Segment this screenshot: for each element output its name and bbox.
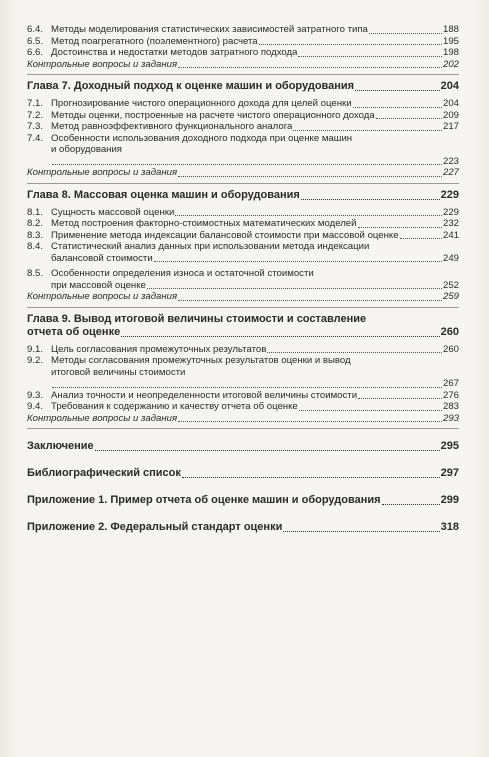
toc-entry-9-4	[27, 401, 459, 413]
divider	[27, 183, 459, 184]
chapter-title: Глава 7. Доходный подход к оценке машин и оборудования	[27, 80, 355, 92]
appendix-2-title: Приложение 2. Федеральный стандарт оценки	[27, 521, 283, 533]
leader-dots	[358, 397, 442, 399]
leader-dots	[178, 299, 442, 301]
entry-page: 293	[442, 412, 459, 424]
leader-dots	[147, 287, 442, 289]
toc-entry-7-4	[27, 133, 459, 145]
chapter-page: 260	[440, 325, 459, 338]
toc-entry-8-3	[27, 230, 459, 242]
conclusion-page: 295	[440, 440, 459, 452]
leader-dots	[178, 66, 442, 68]
chapter-8-heading	[27, 189, 459, 202]
entry-page: 252	[442, 279, 459, 291]
entry-title-continued: итоговой величины стоимости	[51, 366, 186, 378]
entry-page: 267	[442, 378, 459, 389]
appendix-1-page: 299	[440, 494, 459, 506]
chapter-9-heading-cont	[27, 326, 459, 339]
chapter-title: Глава 8. Массовая оценка машин и оборудования	[27, 188, 300, 201]
leader-dots	[301, 198, 440, 200]
toc-entry-7-3	[27, 121, 459, 133]
toc-entry-7-4-page	[27, 156, 459, 168]
leader-dots	[293, 129, 442, 131]
entry-title: Метод равноэффективного функционального аналога	[51, 121, 293, 132]
toc-review-ch9	[27, 413, 459, 425]
toc-review-ch6	[27, 59, 459, 71]
leader-dots	[369, 32, 442, 34]
entry-title: Достоинства и недостатки методов затратного подхода	[51, 47, 298, 58]
entry-number: 8.5.	[27, 268, 44, 279]
leader-dots	[376, 117, 442, 119]
leader-dots	[382, 503, 440, 505]
toc-entry-8-4-cont	[27, 253, 459, 265]
toc-entry-9-2	[27, 355, 459, 367]
toc-entry-8-2	[27, 218, 459, 230]
chapter-title: Глава 9. Вывод итоговой величины стоимости и составление	[27, 312, 367, 325]
entry-title: Методы моделирования статистических зависимостей затратного типа	[51, 24, 368, 35]
entry-number: 6.5.	[27, 35, 44, 47]
entry-number: 9.1.	[27, 343, 44, 355]
toc-review-ch7	[27, 167, 459, 179]
entry-page: 283	[442, 401, 459, 412]
leader-dots	[298, 55, 442, 57]
leader-dots	[267, 351, 442, 353]
entry-page: 188	[442, 24, 459, 35]
leader-dots	[154, 260, 442, 262]
entry-page: 249	[442, 252, 459, 264]
toc-entry-9-2-page	[27, 378, 459, 390]
entry-title: Методы оценки, построенные на расчете чистого операционного дохода	[51, 109, 375, 121]
review-title: Контрольные вопросы и задания	[27, 291, 178, 302]
entry-page: 217	[442, 121, 459, 132]
entry-title: Сущность массовой оценки	[51, 206, 175, 218]
review-title: Контрольные вопросы и задания	[27, 167, 178, 178]
conclusion-title: Заключение	[27, 440, 94, 452]
entry-number: 7.4.	[27, 132, 44, 144]
toc-entry-8-1	[27, 207, 459, 219]
entry-title: Методы согласования промежуточных результатов оценки и вывод	[51, 355, 351, 366]
toc-entry-6-6	[27, 47, 459, 59]
entry-title: Метод поагрегатного (поэлементного) расчета	[51, 35, 258, 47]
leader-dots	[121, 335, 439, 337]
review-title: Контрольные вопросы и задания	[27, 58, 178, 70]
toc-entry-6-4	[27, 24, 459, 36]
bibliography-page: 297	[440, 467, 459, 479]
chapter-page: 204	[440, 80, 459, 92]
bibliography-title: Библиографический список	[27, 467, 181, 479]
entry-title: Анализ точности и неопределенности итоговой величины стоимости	[51, 389, 358, 401]
appendix-2-page: 318	[440, 521, 459, 533]
toc-entry-9-2-cont	[27, 367, 459, 379]
entry-page: 241	[442, 229, 459, 241]
leader-dots	[95, 449, 440, 451]
leader-dots	[178, 175, 442, 177]
entry-page: 204	[442, 98, 459, 109]
chapter-9-heading	[27, 313, 459, 326]
entry-number: 9.3.	[27, 389, 44, 401]
entry-title: Особенности использования доходного подхода при оценке машин	[51, 132, 353, 144]
leader-dots	[353, 106, 442, 108]
appendix-2-entry	[27, 521, 459, 534]
appendix-1-entry	[27, 494, 459, 507]
appendix-1-title: Приложение 1. Пример отчета об оценке машин и оборудования	[27, 494, 381, 506]
entry-page: 198	[442, 47, 459, 58]
entry-number: 6.6.	[27, 47, 44, 58]
leader-dots	[52, 386, 442, 388]
toc-entry-9-3	[27, 390, 459, 402]
chapter-7-heading	[27, 80, 459, 93]
entry-number: 7.1.	[27, 98, 44, 109]
chapter-title-continued: отчета об оценке	[27, 325, 121, 338]
divider	[27, 428, 459, 429]
entry-title-continued: балансовой стоимости	[51, 252, 153, 264]
entry-title: Метод построения факторно-стоимостных математических моделей	[51, 218, 357, 229]
entry-number: 7.2.	[27, 109, 44, 121]
entry-page: 209	[442, 109, 459, 121]
leader-dots	[299, 409, 442, 411]
toc-entry-8-5-cont	[27, 280, 459, 292]
entry-page: 259	[442, 291, 459, 302]
toc-entry-6-5	[27, 36, 459, 48]
entry-title-continued: и оборудования	[51, 144, 123, 155]
divider	[27, 307, 459, 308]
entry-title-continued: при массовой оценке	[51, 279, 146, 291]
entry-number: 8.2.	[27, 218, 44, 229]
conclusion-entry	[27, 440, 459, 453]
entry-number: 7.3.	[27, 121, 44, 132]
entry-title: Цель согласования промежуточных результатов	[51, 343, 267, 355]
review-title: Контрольные вопросы и задания	[27, 412, 178, 424]
leader-dots	[400, 237, 442, 239]
leader-dots	[259, 43, 442, 45]
leader-dots	[182, 476, 440, 478]
leader-dots	[178, 420, 442, 422]
entry-page: 195	[442, 35, 459, 47]
toc-entry-7-2	[27, 110, 459, 122]
leader-dots	[283, 530, 439, 532]
leader-dots	[52, 163, 442, 165]
entry-title: Требования к содержанию и качеству отчета об оценке	[51, 401, 298, 412]
entry-title: Особенности определения износа и остаточной стоимости	[51, 268, 314, 279]
entry-number: 6.4.	[27, 24, 44, 35]
bibliography-entry	[27, 467, 459, 480]
entry-title: Применение метода индексации балансовой стоимости при массовой оценке	[51, 229, 399, 241]
entry-page: 227	[442, 167, 459, 178]
toc-entry-9-1	[27, 344, 459, 356]
entry-title: Прогнозирование чистого операционного дохода для целей оценки	[51, 98, 352, 109]
entry-page: 276	[442, 389, 459, 401]
leader-dots	[355, 89, 440, 91]
leader-dots	[175, 214, 442, 216]
table-of-contents	[27, 24, 459, 534]
entry-title: Статистический анализ данных при использовании метода индексации	[51, 241, 370, 252]
divider	[27, 74, 459, 75]
toc-review-ch8	[27, 291, 459, 303]
entry-page: 260	[442, 343, 459, 355]
entry-number: 9.4.	[27, 401, 44, 412]
toc-entry-7-4-cont	[27, 144, 459, 156]
toc-entry-7-1	[27, 98, 459, 110]
entry-page: 232	[442, 218, 459, 229]
toc-entry-8-5	[27, 268, 459, 280]
entry-number: 9.2.	[27, 355, 44, 366]
entry-number: 8.1.	[27, 206, 44, 218]
entry-page: 202	[442, 58, 459, 70]
entry-number: 8.3.	[27, 229, 44, 241]
entry-number: 8.4.	[27, 241, 44, 252]
leader-dots	[358, 226, 442, 228]
chapter-page: 229	[440, 188, 459, 201]
entry-page: 229	[442, 206, 459, 218]
entry-page: 223	[442, 155, 459, 167]
toc-entry-8-4	[27, 241, 459, 253]
